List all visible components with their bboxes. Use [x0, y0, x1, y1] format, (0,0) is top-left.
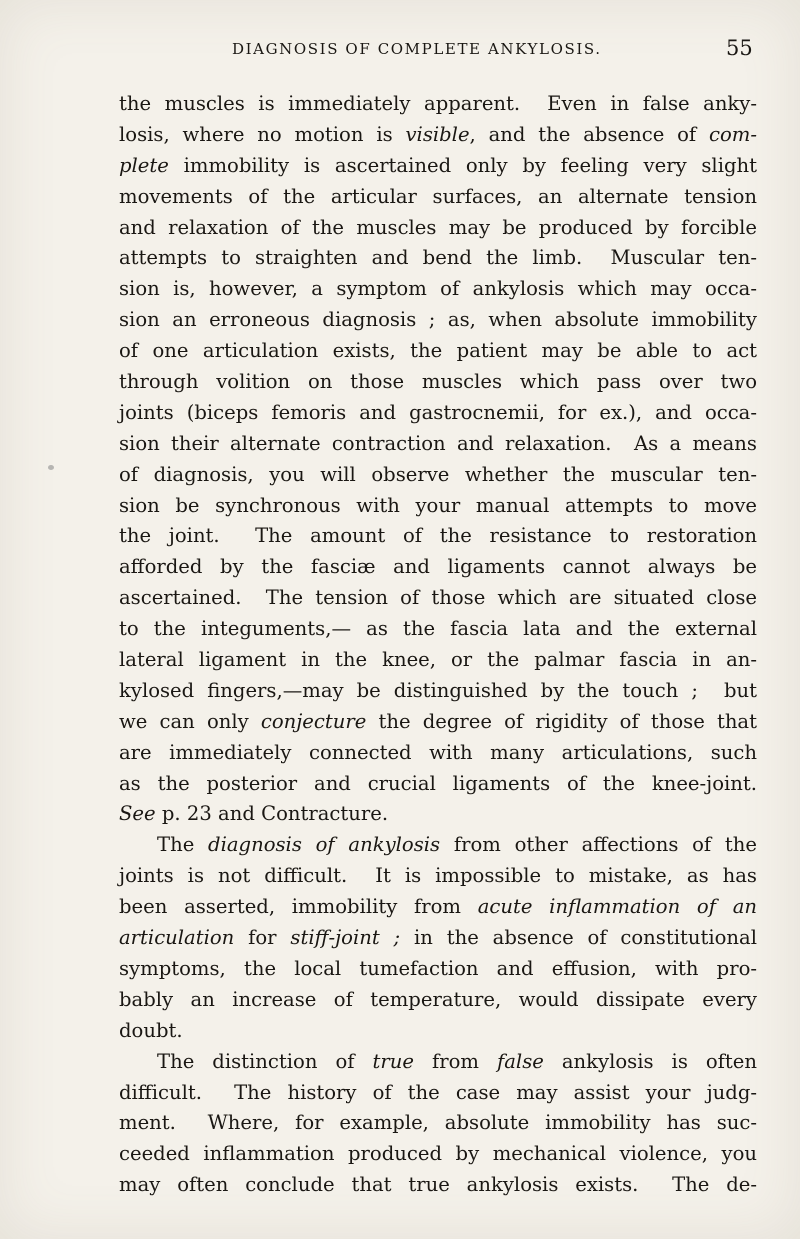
text-segment: from other affections of the [440, 833, 758, 857]
italic-text: conjecture [260, 709, 367, 733]
text-segment: The distinction of [157, 1049, 373, 1073]
text-segment: as the posterior and crucial ligaments of the knee-joint. [119, 771, 757, 795]
text-segment: lateral ligament in the knee, or the palmar fascia in an- [119, 648, 757, 672]
text-line [119, 1016, 757, 1047]
text-segment: the joint. The amount of the resistance to restoration [119, 524, 757, 548]
text-line [119, 274, 757, 305]
text-line [119, 151, 757, 182]
text-line [119, 769, 757, 800]
page-header [0, 36, 800, 62]
text-line [119, 429, 757, 460]
text-segment: of diagnosis, you will observe whether the muscular ten- [119, 462, 757, 486]
italic-text: stiff-joint ; [290, 926, 401, 950]
text-line [119, 398, 757, 429]
text-segment: symptoms, the local tumefaction and effusion, with pro- [119, 956, 757, 980]
text-segment: joints is not difficult. It is impossible to mistake, as has [119, 864, 757, 888]
text-segment: of one articulation exists, the patient may be able to act [119, 339, 757, 363]
italic-text: com- [709, 122, 757, 146]
text-segment: we can only [119, 709, 261, 733]
text-segment: ascertained. The tension of those which are situated close [119, 586, 757, 610]
text-line [119, 1108, 757, 1139]
text-line [119, 213, 757, 244]
text-line [119, 799, 757, 830]
text-line [119, 521, 757, 552]
text-segment: doubt. [119, 1018, 183, 1042]
text-segment: are immediately connected with many articulations, such [119, 740, 757, 764]
text-line [119, 367, 757, 398]
italic-text: acute inflammation of an [477, 895, 757, 919]
text-line [119, 1170, 757, 1201]
text-segment: through volition on those muscles which pass over two [119, 370, 757, 394]
body-text [119, 89, 757, 1201]
text-segment: to the integuments,— as the fascia lata and the external [119, 617, 757, 641]
italic-text: articulation [119, 926, 235, 950]
text-segment: sion their alternate contraction and relaxation. As a means [119, 431, 757, 455]
text-segment: difficult. The history of the case may assist your judg- [119, 1080, 757, 1104]
text-line [119, 707, 757, 738]
text-line [119, 645, 757, 676]
text-segment: movements of the articular surfaces, an alternate tension [119, 184, 757, 208]
text-line [119, 738, 757, 769]
text-segment: for [234, 926, 291, 950]
text-line [119, 985, 757, 1016]
italic-text: diagnosis of ankylosis [208, 833, 441, 857]
text-line [119, 1047, 757, 1078]
italic-text: false [497, 1049, 544, 1073]
text-line [119, 830, 757, 861]
text-line [119, 460, 757, 491]
text-line [119, 923, 757, 954]
text-line [119, 336, 757, 367]
text-segment: and relaxation of the muscles may be produced by forcible [119, 215, 757, 239]
text-segment: the degree of rigidity of those that [366, 709, 757, 733]
text-segment: ceeded inflammation produced by mechanical violence, you [119, 1142, 757, 1166]
text-segment: may often conclude that true ankylosis exists. The de- [119, 1173, 757, 1197]
text-segment: in the absence of constitutional [400, 926, 757, 950]
italic-text: visible [405, 122, 470, 146]
text-segment: afforded by the fasciæ and ligaments cannot always be [119, 555, 757, 579]
text-segment: the muscles is immediately apparent. Even in false anky- [119, 92, 757, 115]
text-line [119, 614, 757, 645]
text-segment: kylosed fingers,—may be distinguished by the touch ; but [119, 678, 757, 702]
text-segment: from [413, 1049, 497, 1073]
text-line [119, 676, 757, 707]
text-line [119, 243, 757, 274]
text-segment: The [157, 833, 209, 857]
page-number: 55 [726, 36, 753, 60]
running-title: DIAGNOSIS OF COMPLETE ANKYLOSIS. [232, 40, 602, 58]
text-segment: bably an increase of temperature, would dissipate every [119, 987, 757, 1011]
text-segment: attempts to straighten and bend the limb. Muscular ten- [119, 246, 757, 270]
text-line [119, 861, 757, 892]
text-line [119, 552, 757, 583]
ink-speck [48, 465, 54, 470]
text-segment: p. 23 and Contracture. [155, 802, 389, 826]
italic-text: true [372, 1049, 414, 1073]
text-segment: joints (biceps femoris and gastrocnemii, for ex.), and occa- [119, 400, 757, 424]
text-line [119, 491, 757, 522]
text-segment: ankylosis is often [543, 1049, 758, 1073]
text-segment: been asserted, immobility from [119, 895, 478, 919]
text-line [119, 89, 757, 120]
italic-text: plete [119, 153, 169, 177]
text-segment: sion is, however, a symptom of ankylosis which may occa- [119, 277, 757, 301]
text-segment: , and the absence of [469, 122, 710, 146]
text-segment: ment. Where, for example, absolute immobility has suc- [119, 1111, 757, 1135]
text-line [119, 1139, 757, 1170]
text-line [119, 120, 757, 151]
italic-text: See [119, 802, 156, 826]
text-line [119, 182, 757, 213]
text-line [119, 305, 757, 336]
text-segment: losis, where no motion is [119, 122, 406, 146]
text-line [119, 583, 757, 614]
text-segment: sion be synchronous with your manual attempts to move [119, 493, 757, 517]
text-line [119, 892, 757, 923]
text-segment: sion an erroneous diagnosis ; as, when absolute immobility [119, 308, 757, 332]
text-line [119, 1078, 757, 1109]
text-line [119, 954, 757, 985]
text-segment: immobility is ascertained only by feeling very slight [168, 153, 757, 177]
